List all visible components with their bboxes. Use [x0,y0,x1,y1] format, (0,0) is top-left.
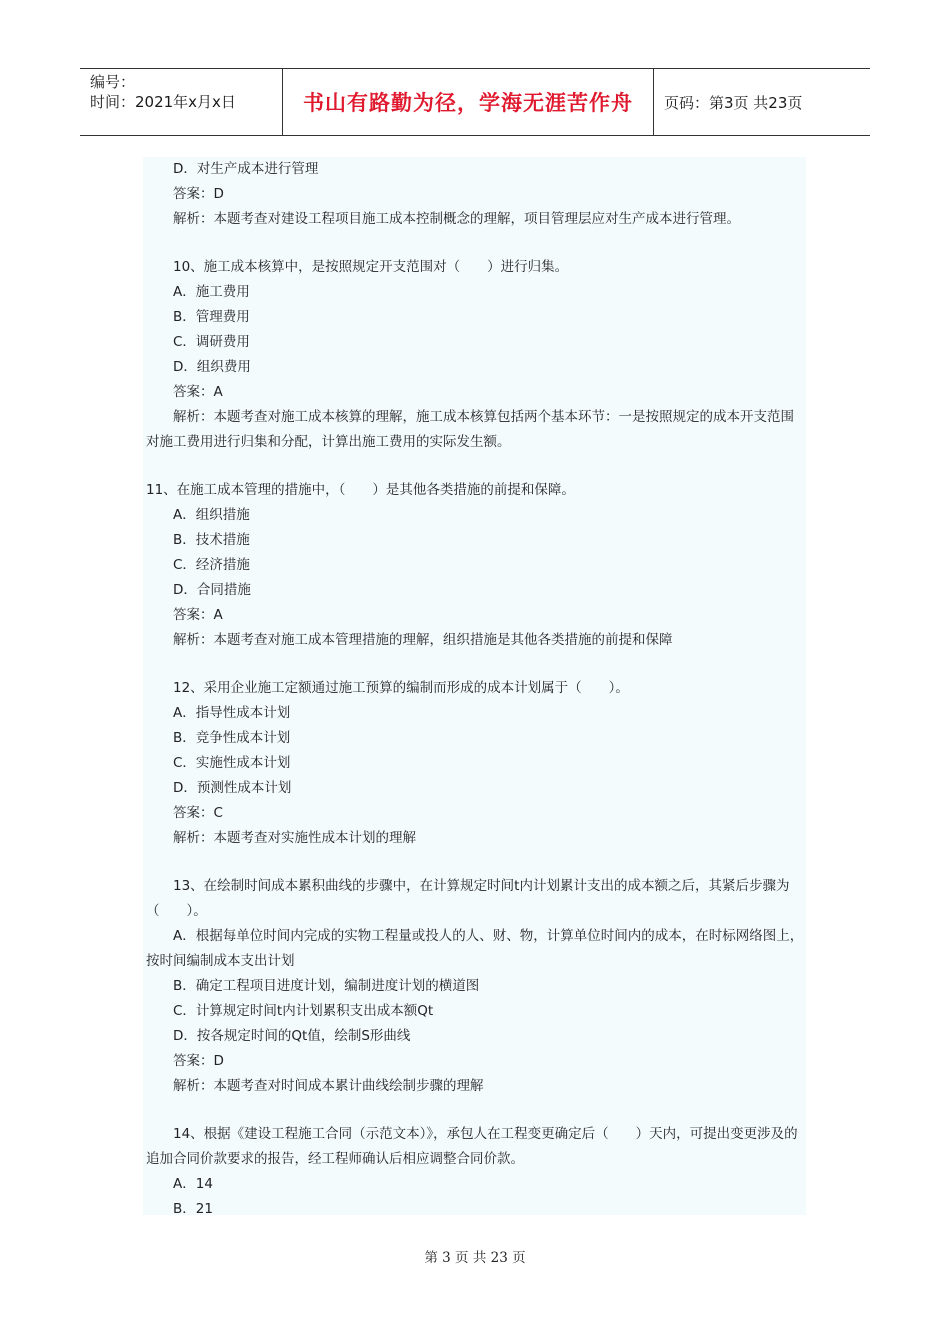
q13-option-b: B．确定工程项目进度计划，编制进度计划的横道图 [173,978,480,994]
q10-option-c: C．调研费用 [173,334,250,350]
q11-option-d: D．合同措施 [173,582,251,598]
q12-option-a: A．指导性成本计划 [173,705,291,721]
q13-option-a: A．根据每单位时间内完成的实物工程量或投人的人、财、物，计算单位时间内的成本，在时标网络图上，按时间编制成本支出计划 [146,928,804,969]
q12-option-b: B．竞争性成本计划 [173,730,291,746]
q10-option-d: D．组织费用 [173,359,251,375]
page-header [80,68,870,136]
q11-answer: 答案：A [173,607,223,623]
q10-option-a: A．施工费用 [173,284,250,300]
q12-stem: 12、采用企业施工定额通过施工预算的编制而形成的成本计划属于（ ）。 [173,680,629,696]
q13-answer: 答案：D [173,1053,224,1069]
q11-option-b: B．技术措施 [173,532,250,548]
header-motto: 书山有路勤为径，学海无涯苦作舟 [282,69,654,135]
q11-analysis: 解析：本题考查对施工成本管理措施的理解，组织措施是其他各类措施的前提和保障 [173,632,673,648]
q11-option-c: C．经济措施 [173,557,250,573]
q14-stem: 14、根据《建设工程施工合同（示范文本）》，承包人在工程变更确定后（ ）天内，可提出变更涉及的追加合同价款要求的报告，经工程师确认后相应调整合同价款。 [146,1126,798,1167]
document-number-label: 编号： [90,73,136,91]
q13-stem: 13、在绘制时间成本累积曲线的步骤中，在计算规定时间t内计划累计支出的成本额之后，其紧后步骤为（ ）。 [146,878,790,919]
q9-option-d: D．对生产成本进行管理 [173,161,319,177]
q10-option-b: B．管理费用 [173,309,250,325]
q14-option-a: A．14 [173,1176,213,1192]
document-date: 时间：2021年x月x日 [90,93,236,111]
q13-analysis: 解析：本题考查对时间成本累计曲线绘制步骤的理解 [173,1078,484,1094]
q10-answer: 答案：A [173,384,223,400]
q13-option-c: C．计算规定时间t内计划累积支出成本额Qt [173,1003,434,1019]
q12-answer: 答案：C [173,805,223,821]
page-footer: 第 3 页 共 23 页 [424,1250,526,1266]
q10-stem: 10、施工成本核算中，是按照规定开支范围对（ ）进行归集。 [173,259,569,275]
q9-analysis: 解析：本题考查对建设工程项目施工成本控制概念的理解，项目管理层应对生产成本进行管理。 [173,211,740,227]
header-info [80,69,282,135]
q11-stem: 11、在施工成本管理的措施中，（ ）是其他各类措施的前提和保障。 [146,482,575,498]
header-page-number: 页码：第3页 共23页 [664,93,803,112]
q13-option-d: D．按各规定时间的Qt值，绘制S形曲线 [173,1028,411,1044]
q10-analysis: 解析：本题考查对施工成本核算的理解，施工成本核算包括两个基本环节：一是按照规定的成本开支范围对施工费用进行归集和分配，计算出施工费用的实际发生额。 [146,409,794,450]
q12-analysis: 解析：本题考查对实施性成本计划的理解 [173,830,416,846]
q12-option-d: D．预测性成本计划 [173,780,292,796]
q12-option-c: C．实施性成本计划 [173,755,291,771]
document-body [143,157,806,1215]
q9-answer: 答案：D [173,186,224,202]
q11-option-a: A．组织措施 [173,507,250,523]
q14-option-b: B．21 [173,1201,213,1217]
